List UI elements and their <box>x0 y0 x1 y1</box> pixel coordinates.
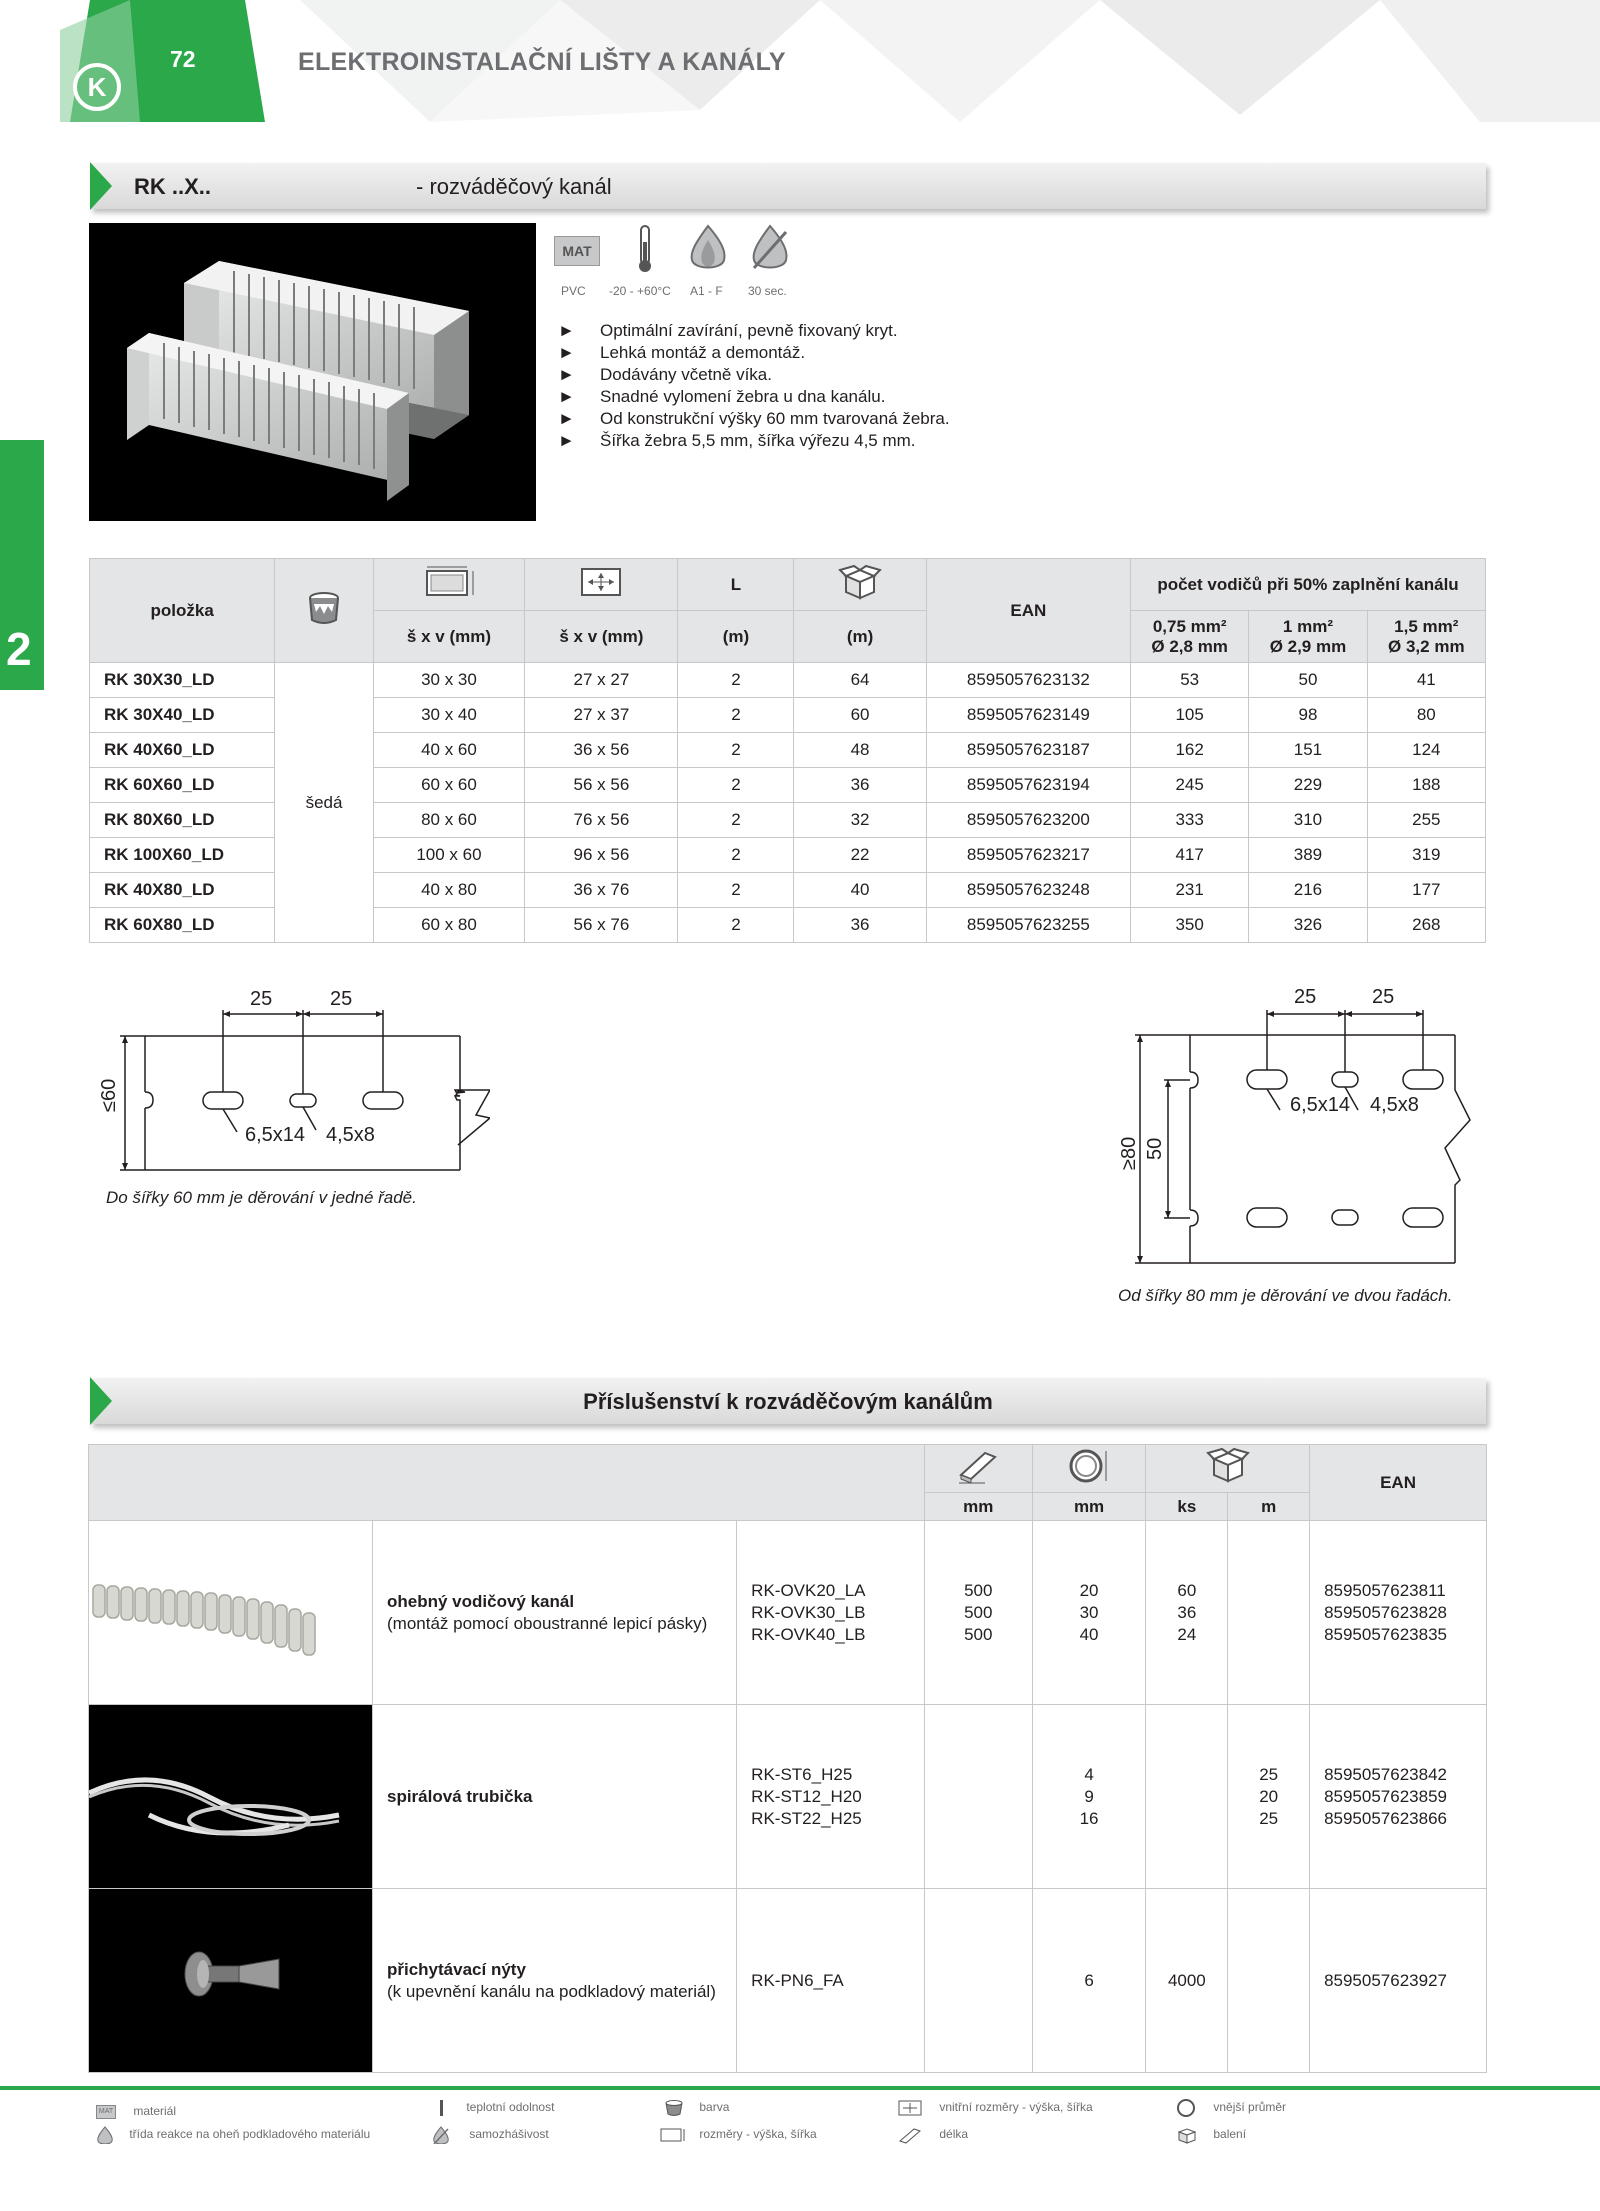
cell-ean: 8595057623149 <box>926 698 1130 733</box>
flexible-duct-image <box>89 1521 372 1699</box>
cell-length: 2 <box>678 838 794 873</box>
legend-material: MAT materiál <box>96 2104 176 2119</box>
cell-c2: 98 <box>1249 698 1367 733</box>
header-c1: 0,75 mm² Ø 2,8 mm <box>1131 611 1249 663</box>
cell-c3: 319 <box>1367 838 1485 873</box>
hole-label-small: 4,5x8 <box>326 1124 375 1146</box>
cell-item: RK 40X80_LD <box>90 873 275 908</box>
outer-dimension-icon <box>660 2126 686 2144</box>
cell-inner-dim: 27 x 27 <box>525 663 678 698</box>
cell-item: RK 30X30_LD <box>90 663 275 698</box>
cell-inner-dim: 27 x 37 <box>525 698 678 733</box>
cell-outer-dim: 100 x 60 <box>373 838 525 873</box>
cell-c1: 333 <box>1131 803 1249 838</box>
legend-temperature: teplotní odolnost <box>440 2100 554 2116</box>
cell-color: šedá <box>275 663 373 943</box>
cell-pack: 64 <box>794 663 926 698</box>
acc-header-blank <box>89 1445 925 1521</box>
feature-item: ► Optimální zavírání, pevně fixovaný kryt. <box>558 321 898 340</box>
acc-codes: RK-PN6_FA <box>737 1889 925 2073</box>
acc-desc <box>373 1705 737 1889</box>
acc-name: ohebný vodičový kanál <box>387 1591 575 1611</box>
cell-c1: 105 <box>1131 698 1249 733</box>
dim-label-height-right: ≥80 <box>1118 1136 1140 1170</box>
legend <box>96 2100 1496 2164</box>
cell-ean: 8595057623217 <box>926 838 1130 873</box>
acc-ean: 8595057623842 8595057623859 8595057623866 <box>1310 1705 1487 1889</box>
acc-desc <box>373 1889 737 2073</box>
cell-c3: 80 <box>1367 698 1485 733</box>
acc-photo-flexible-duct <box>89 1521 373 1705</box>
header-ean: EAN <box>926 559 1130 663</box>
cell-c1: 231 <box>1131 873 1249 908</box>
legend-fire-class: třída reakce na oheň podkladového materiálu <box>96 2126 370 2144</box>
cell-outer-dim: 40 x 60 <box>373 733 525 768</box>
dim-label-height: ≤60 <box>98 1078 120 1112</box>
cell-pack: 22 <box>794 838 926 873</box>
header-color <box>275 559 373 663</box>
feature-list <box>558 320 950 452</box>
color-bucket-icon <box>306 590 342 626</box>
cell-length: 2 <box>678 663 794 698</box>
dim-label-25c: 25 <box>1294 986 1317 1008</box>
cell-pack: 40 <box>794 873 926 908</box>
cell-outer-dim: 30 x 30 <box>373 663 525 698</box>
self-extinguishing-icon <box>748 224 792 274</box>
header-c2: 1 mm² Ø 2,9 mm <box>1249 611 1367 663</box>
cable-duct-image <box>89 223 536 521</box>
dim-label-25b: 25 <box>330 988 353 1010</box>
acc-length <box>924 1889 1032 2073</box>
cell-c2: 151 <box>1249 733 1367 768</box>
accessories-title: Příslušenství k rozváděčovým kanálům <box>583 1389 993 1414</box>
cell-c3: 177 <box>1367 873 1485 908</box>
outer-diameter-icon <box>1176 2098 1198 2118</box>
legend-outer-diameter: vnější průměr <box>1176 2098 1286 2118</box>
acc-header-ks: ks <box>1146 1493 1228 1521</box>
feature-item: ► Od konstrukční výšky 60 mm tvarovaná žebra. <box>558 409 950 428</box>
acc-diameter: 20 30 40 <box>1032 1521 1146 1705</box>
cell-c1: 417 <box>1131 838 1249 873</box>
cell-c2: 216 <box>1249 873 1367 908</box>
cell-item: RK 100X60_LD <box>90 838 275 873</box>
perforation-diagram-double-row <box>1110 980 1490 1270</box>
cell-inner-dim: 36 x 56 <box>525 733 678 768</box>
banner-arrow-icon <box>90 162 112 210</box>
dim-label-25a: 25 <box>250 988 273 1010</box>
header-pack-unit: (m) <box>794 611 926 663</box>
cell-item: RK 60X80_LD <box>90 908 275 943</box>
cell-c1: 350 <box>1131 908 1249 943</box>
cell-c3: 124 <box>1367 733 1485 768</box>
dim-label-inner-height: 50 <box>1144 1137 1166 1160</box>
package-box-icon <box>1204 1447 1252 1485</box>
header-c3: 1,5 mm² Ø 3,2 mm <box>1367 611 1485 663</box>
feature-item: ► Šířka žebra 5,5 mm, šířka výřezu 4,5 mm. <box>558 431 916 450</box>
acc-header-ean: EAN <box>1310 1445 1487 1521</box>
company-logo <box>72 62 122 112</box>
cell-pack: 36 <box>794 768 926 803</box>
cell-pack: 32 <box>794 803 926 838</box>
product-table <box>89 558 1486 943</box>
legend-self-extinguishing: samozhášivost <box>432 2126 549 2144</box>
feature-item: ► Snadné vylomení žebra u dna kanálu. <box>558 387 886 406</box>
cell-outer-dim: 30 x 40 <box>373 698 525 733</box>
cell-inner-dim: 56 x 56 <box>525 768 678 803</box>
cell-ean: 8595057623255 <box>926 908 1130 943</box>
header-outer-dim: š x v (mm) <box>373 611 525 663</box>
acc-header-length-icon-cell <box>924 1445 1032 1493</box>
cell-outer-dim: 60 x 80 <box>373 908 525 943</box>
hole-label-small-right: 4,5x8 <box>1370 1094 1419 1116</box>
diagram-note-left: Do šířky 60 mm je děrování v jedné řadě. <box>106 1188 417 1207</box>
cell-length: 2 <box>678 803 794 838</box>
cell-c2: 326 <box>1249 908 1367 943</box>
dim-label-25d: 25 <box>1372 986 1395 1008</box>
color-bucket-icon <box>664 2100 684 2116</box>
cell-outer-dim: 60 x 60 <box>373 768 525 803</box>
acc-name: přichytávací nýty <box>387 1959 526 1979</box>
acc-m <box>1228 1521 1310 1705</box>
product-code: RK ..X.. <box>134 174 212 199</box>
acc-header-diameter-icon-cell <box>1032 1445 1146 1493</box>
cell-item: RK 80X60_LD <box>90 803 275 838</box>
acc-photo-rivet <box>89 1889 373 2073</box>
acc-diameter: 4 9 16 <box>1032 1705 1146 1889</box>
icon-label-material: PVC <box>561 284 586 298</box>
cell-pack: 60 <box>794 698 926 733</box>
cell-item: RK 40X60_LD <box>90 733 275 768</box>
package-box-icon <box>836 564 884 600</box>
cell-inner-dim: 76 x 56 <box>525 803 678 838</box>
acc-ks: 60 36 24 <box>1146 1521 1228 1705</box>
rivet-image <box>89 1889 372 2067</box>
thermometer-icon <box>630 224 660 274</box>
material-icon: MAT <box>554 236 600 266</box>
header-decoration <box>0 0 1600 122</box>
acc-description: (k upevnění kanálu na podkladový materiál) <box>387 1981 716 2001</box>
cell-c2: 50 <box>1249 663 1367 698</box>
acc-photo-spiral-tube <box>89 1705 373 1889</box>
cell-c2: 389 <box>1249 838 1367 873</box>
cell-pack: 36 <box>794 908 926 943</box>
acc-ean: 8595057623927 <box>1310 1889 1487 2073</box>
cell-c3: 188 <box>1367 768 1485 803</box>
page-header <box>0 0 1600 122</box>
cell-outer-dim: 80 x 60 <box>373 803 525 838</box>
product-banner <box>90 163 1486 209</box>
cell-c1: 245 <box>1131 768 1249 803</box>
cell-ean: 8595057623200 <box>926 803 1130 838</box>
acc-ean: 8595057623811 8595057623828 8595057623835 <box>1310 1521 1487 1705</box>
acc-m: 25 20 25 <box>1228 1705 1310 1889</box>
acc-header-package-icon-cell <box>1146 1445 1310 1493</box>
cell-length: 2 <box>678 733 794 768</box>
header-inner-dim-icon-cell <box>525 559 678 611</box>
hole-label-large: 6,5x14 <box>245 1124 306 1146</box>
acc-diameter: 6 <box>1032 1889 1146 2073</box>
page-title: ELEKTROINSTALAČNÍ LIŠTY A KANÁLY <box>298 48 786 76</box>
cell-inner-dim: 36 x 76 <box>525 873 678 908</box>
length-icon <box>955 1447 1001 1485</box>
legend-inner-dim: vnitřní rozměry - výška, šířka <box>898 2100 1093 2116</box>
cell-inner-dim: 56 x 76 <box>525 908 678 943</box>
cell-item: RK 30X40_LD <box>90 698 275 733</box>
icon-label-self-extinguishing: 30 sec. <box>748 284 787 298</box>
header-package-icon-cell <box>794 559 926 611</box>
cell-c1: 53 <box>1131 663 1249 698</box>
chapter-number: 2 <box>6 623 32 675</box>
header-length-unit: (m) <box>678 611 794 663</box>
spiral-tube-image <box>89 1705 372 1883</box>
legend-color: barva <box>664 2100 729 2116</box>
flame-class-icon <box>96 2126 114 2144</box>
cell-item: RK 60X60_LD <box>90 768 275 803</box>
hole-label-large-right: 6,5x14 <box>1290 1094 1351 1116</box>
cell-ean: 8595057623248 <box>926 873 1130 908</box>
acc-name: spirálová trubička <box>387 1786 533 1806</box>
acc-ks <box>1146 1705 1228 1889</box>
feature-item: ► Lehká montáž a demontáž. <box>558 343 806 362</box>
acc-codes: RK-ST6_H25 RK-ST12_H20 RK-ST22_H25 <box>737 1705 925 1889</box>
footer-rule <box>0 2086 1600 2090</box>
cell-ean: 8595057623132 <box>926 663 1130 698</box>
material-icon: MAT <box>96 2105 116 2119</box>
product-photo <box>89 223 536 521</box>
inner-dimension-icon <box>898 2100 922 2116</box>
inner-dimension-icon <box>578 565 624 599</box>
header-outer-dim-icon-cell <box>373 559 525 611</box>
cell-ean: 8595057623194 <box>926 768 1130 803</box>
cell-length: 2 <box>678 768 794 803</box>
svg-text:K: K <box>87 72 107 102</box>
acc-ks: 4000 <box>1146 1889 1228 2073</box>
acc-length <box>924 1705 1032 1889</box>
flame-class-icon <box>686 224 730 274</box>
icon-label-temperature: -20 - +60°C <box>609 284 671 298</box>
cell-c3: 268 <box>1367 908 1485 943</box>
header-length: L <box>678 559 794 611</box>
legend-dimensions: rozměry - výška, šířka <box>660 2126 817 2144</box>
product-name: - rozváděčový kanál <box>416 174 612 199</box>
acc-m <box>1228 1889 1310 2073</box>
acc-description: (montáž pomocí oboustranné lepicí pásky) <box>387 1613 708 1633</box>
package-box-icon <box>1176 2126 1198 2144</box>
outer-diameter-icon <box>1066 1447 1112 1485</box>
accessories-table <box>88 1444 1487 2073</box>
cell-length: 2 <box>678 698 794 733</box>
cell-outer-dim: 40 x 80 <box>373 873 525 908</box>
icon-label-fire-class: A1 - F <box>690 284 723 298</box>
length-icon <box>898 2126 922 2144</box>
self-extinguishing-icon <box>432 2126 450 2144</box>
cell-length: 2 <box>678 873 794 908</box>
header-item: položka <box>90 559 275 663</box>
acc-codes: RK-OVK20_LA RK-OVK30_LB RK-OVK40_LB <box>737 1521 925 1705</box>
cell-pack: 48 <box>794 733 926 768</box>
cell-length: 2 <box>678 908 794 943</box>
acc-desc <box>373 1521 737 1705</box>
acc-header-m: m <box>1228 1493 1310 1521</box>
acc-header-mm1: mm <box>924 1493 1032 1521</box>
feature-item: ► Dodávány včetně víka. <box>558 365 772 384</box>
outer-dimension-icon <box>421 565 477 599</box>
cell-inner-dim: 96 x 56 <box>525 838 678 873</box>
header-conductors: počet vodičů při 50% zaplnění kanálu <box>1131 559 1486 611</box>
acc-header-mm2: mm <box>1032 1493 1146 1521</box>
diagram-note-right: Od šířky 80 mm je děrování ve dvou řadách. <box>1118 1286 1453 1305</box>
header-inner-dim: š x v (mm) <box>525 611 678 663</box>
cell-c2: 310 <box>1249 803 1367 838</box>
cell-c3: 255 <box>1367 803 1485 838</box>
perforation-diagram-single-row <box>90 980 490 1180</box>
legend-length: délka <box>898 2126 968 2144</box>
acc-length: 500 500 500 <box>924 1521 1032 1705</box>
page-number: 72 <box>170 46 196 72</box>
thermometer-icon <box>440 2100 443 2116</box>
table-row <box>90 663 1486 698</box>
cell-ean: 8595057623187 <box>926 733 1130 768</box>
cell-c2: 229 <box>1249 768 1367 803</box>
cell-c3: 41 <box>1367 663 1485 698</box>
cell-c1: 162 <box>1131 733 1249 768</box>
legend-package: balení <box>1176 2126 1246 2144</box>
